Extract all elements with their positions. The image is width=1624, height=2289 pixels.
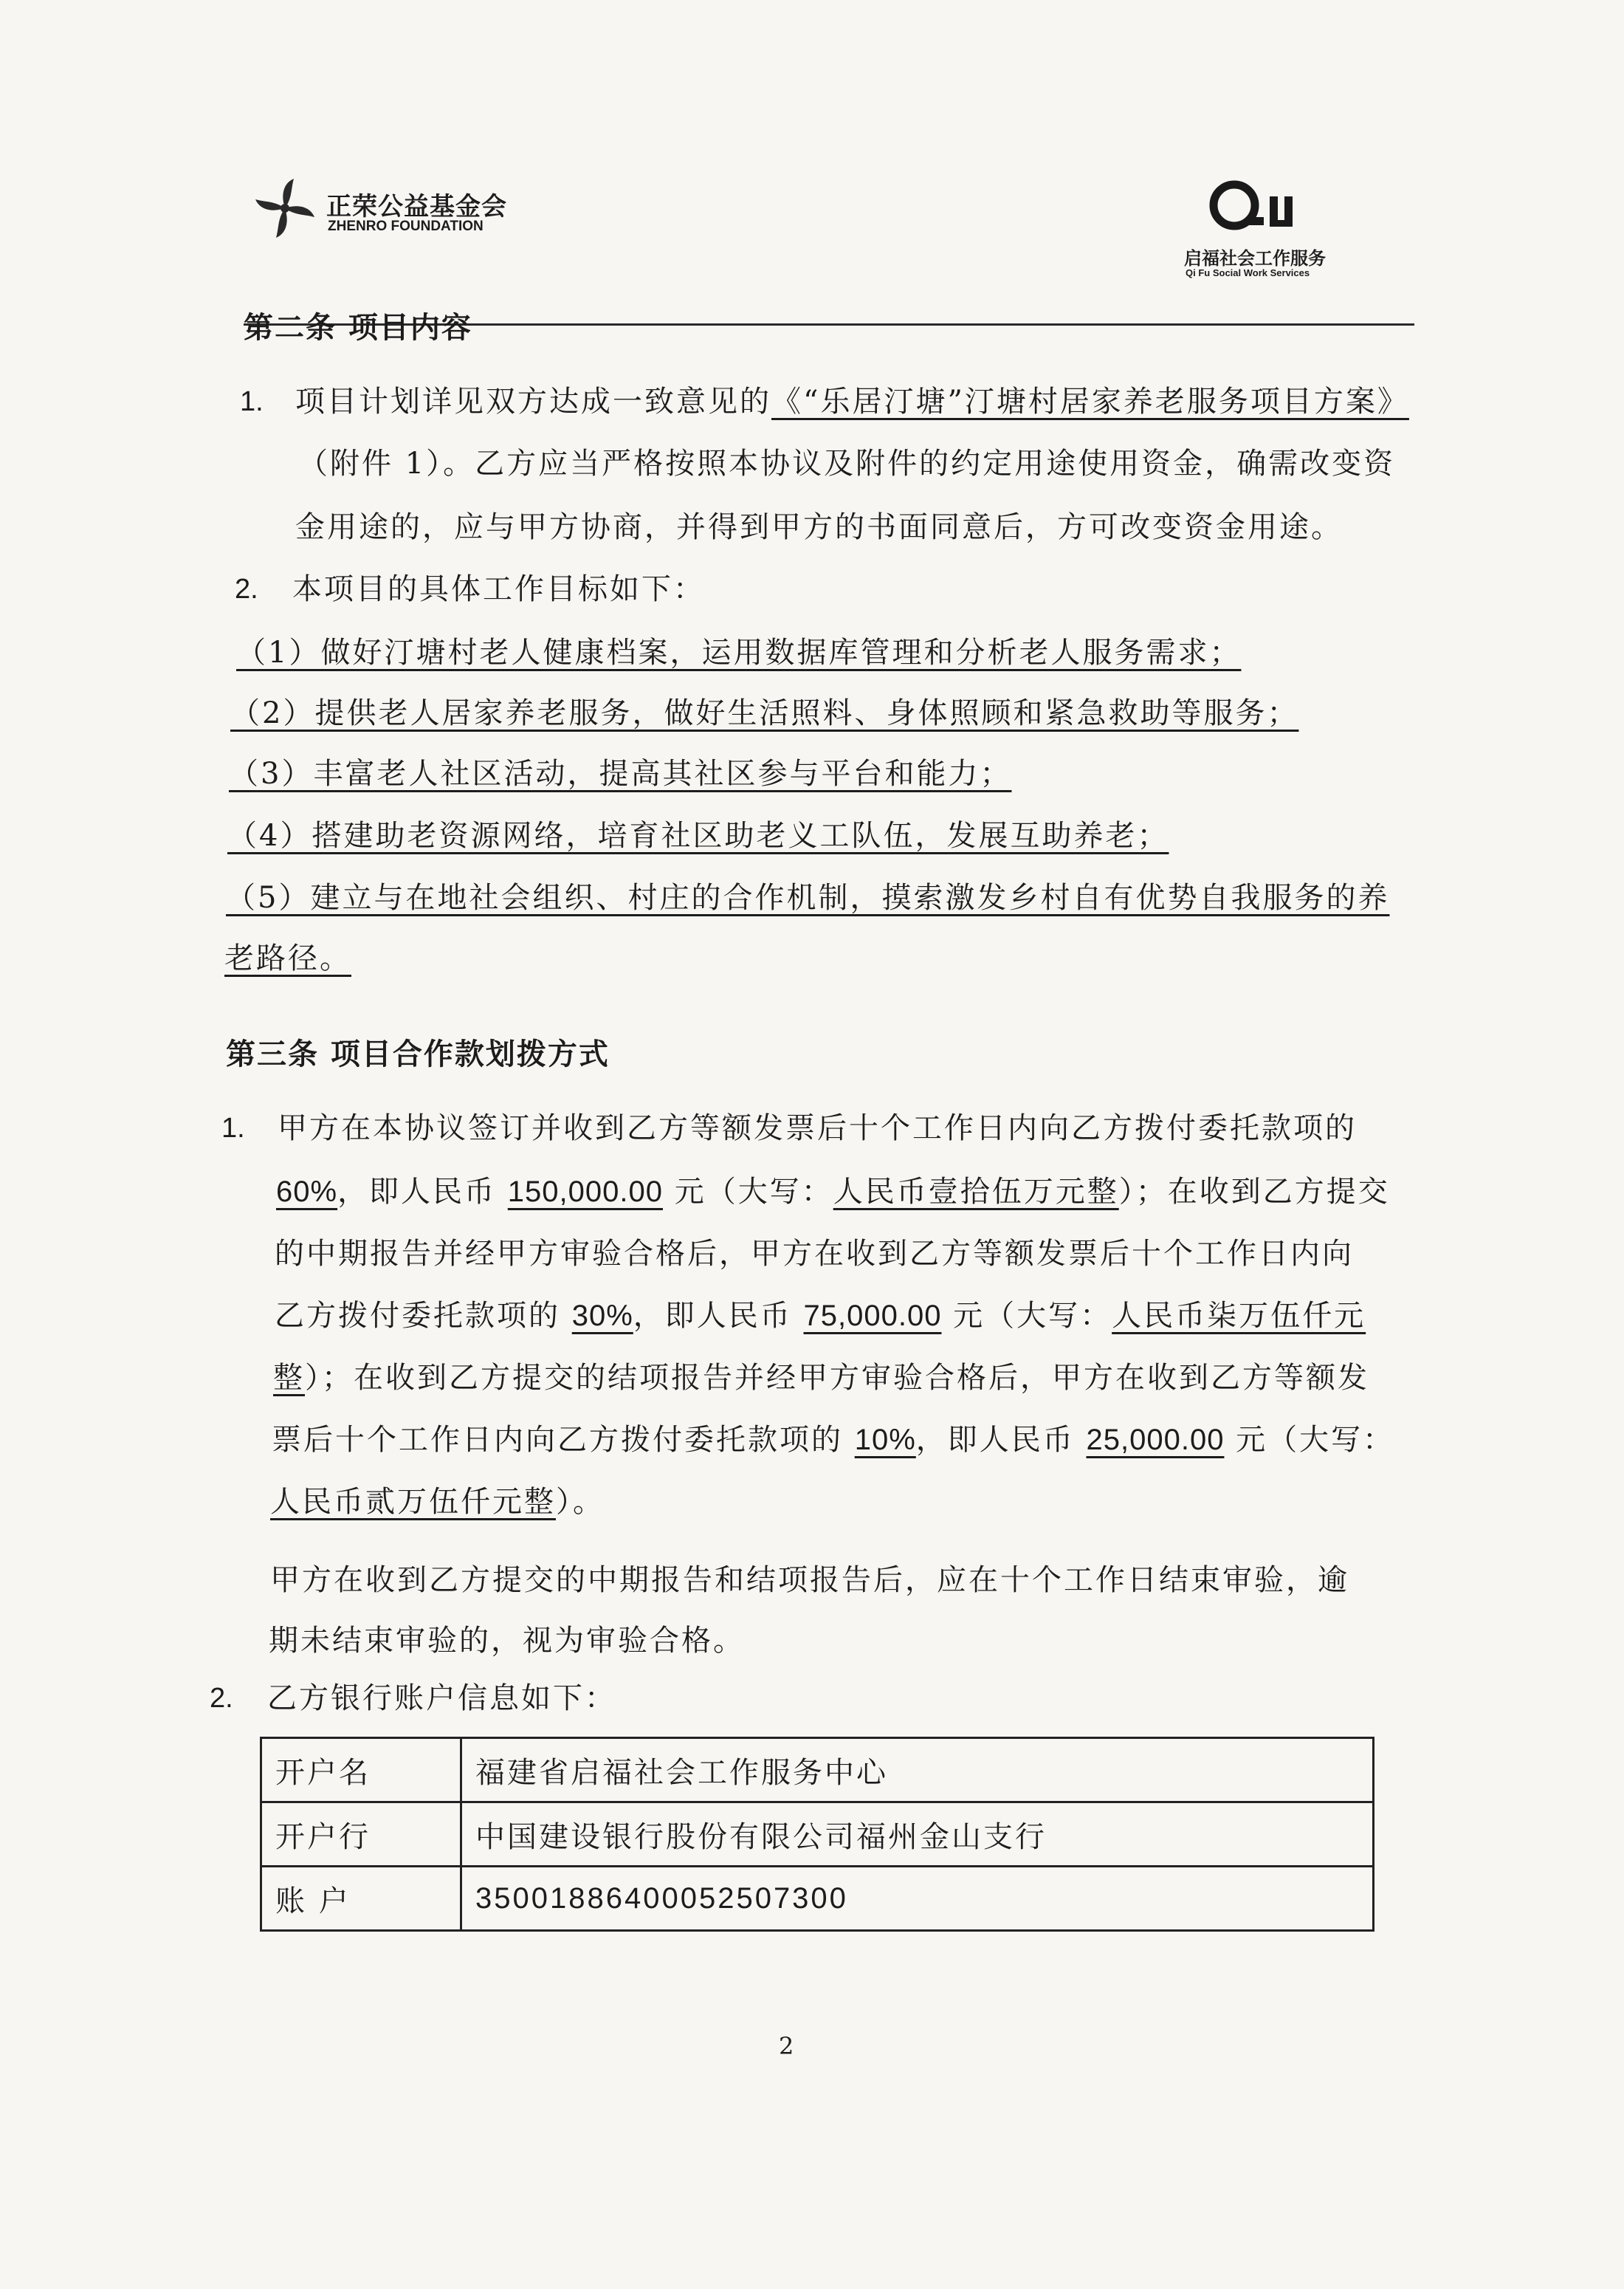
project-plan-title: 《“乐居汀塘”汀塘村居家养老服务项目方案》	[771, 385, 1409, 419]
first-payment-percent: 60%	[276, 1176, 338, 1208]
goal-item-2: （2）提供老人居家养老服务，做好生活照料、身体照顾和紧急救助等服务；	[230, 696, 1299, 730]
article2-item1-line1	[295, 382, 1409, 421]
article3-item1-line4	[275, 1297, 1366, 1335]
first-payment-amount: 150,000.00	[507, 1176, 663, 1208]
header	[0, 0, 1624, 340]
second-payment-amount: 75,000.00	[803, 1300, 942, 1332]
zhenro-pinwheel-icon	[251, 174, 319, 242]
third-payment-text-c: 元（大写：	[1224, 1423, 1395, 1457]
second-payment-percent: 30%	[571, 1300, 633, 1332]
article3-item1-line2	[276, 1173, 1390, 1211]
goal-item-5-continuation: 老路径。	[224, 941, 351, 975]
first-payment-text-c: ）；在收到乙方提交	[1118, 1175, 1390, 1209]
article2-item2-number: 2.	[235, 574, 258, 605]
zhenro-name-cn: 正荣公益基金会	[326, 193, 507, 221]
article2-item1-number: 1.	[240, 386, 264, 417]
second-payment-text-b: ，即人民币	[633, 1299, 804, 1333]
article3-item1-para2-line2: 期未结束审验的，视为审验合格。	[269, 1624, 745, 1658]
qifu-name-en: Qi Fu Social Work Services	[1186, 267, 1310, 278]
goal-item-3: （3）丰富老人社区活动，提高其社区参与平台和能力；	[229, 757, 1012, 791]
account-number-label: 账 户	[261, 1867, 461, 1931]
second-payment-capital-part1: 人民币柒万伍仟元	[1112, 1299, 1366, 1333]
third-payment-text-a: 票后十个工作日内向乙方拨付委托款项的	[272, 1423, 855, 1457]
third-payment-text-end: ）。	[556, 1485, 605, 1519]
article3-item1-number: 1.	[221, 1113, 245, 1144]
bank-branch-value: 中国建设银行股份有限公司福州金山支行	[461, 1802, 1374, 1867]
second-payment-text-a: 乙方拨付委托款项的	[275, 1299, 572, 1333]
table-row	[261, 1867, 1374, 1931]
goal-item-5: （5）建立与在地社会组织、村庄的合作机制，摸索激发乡村自有优势自我服务的养	[226, 881, 1390, 915]
first-payment-text-a: ，即人民币	[337, 1175, 508, 1209]
article3-item1-line5	[273, 1359, 1369, 1397]
goal-item-4: （4）搭建助老资源网络，培育社区助老义工队伍，发展互助养老；	[227, 819, 1169, 853]
article3-item1-line1: 甲方在本协议签订并收到乙方等额发票后十个工作日内向乙方拨付委托款项的	[278, 1111, 1357, 1145]
first-payment-text-b: 元（大写：	[662, 1175, 833, 1209]
zhenro-name-en: ZHENRO FOUNDATION	[328, 219, 484, 234]
second-payment-text-c: 元（大写：	[941, 1299, 1112, 1333]
article3-item2-number: 2.	[210, 1683, 233, 1714]
qifu-logo	[1174, 177, 1343, 295]
article3-heading: 第三条 项目合作款划拨方式	[226, 1037, 610, 1071]
article3-item2-intro: 乙方银行账户信息如下：	[267, 1681, 616, 1715]
second-payment-capital-part2: 整	[273, 1361, 305, 1395]
page-number: 2	[779, 2032, 794, 2060]
article3-item1-line3: 的中期报告并经甲方审验合格后，甲方在收到乙方等额发票后十个工作日内向	[275, 1237, 1354, 1271]
third-payment-capital: 人民币贰万伍仟元整	[270, 1485, 556, 1519]
article2-heading: 第二条 项目内容	[244, 310, 472, 345]
article3-item1-line6	[272, 1421, 1394, 1459]
third-payment-amount: 25,000.00	[1086, 1424, 1225, 1456]
article3-item1-line7	[270, 1483, 605, 1521]
article2-item1-line3: 金用途的，应与甲方协商，并得到甲方的书面同意后，方可改变资金用途。	[295, 510, 1343, 544]
qifu-mark-icon	[1208, 177, 1304, 236]
bank-account-table	[260, 1737, 1374, 1932]
account-name-value: 福建省启福社会工作服务中心	[461, 1738, 1374, 1802]
qifu-name-cn: 启福社会工作服务	[1184, 249, 1326, 269]
account-number-value: 35001886400052507300	[461, 1867, 1374, 1931]
table-row	[261, 1738, 1374, 1802]
goal-item-1: （1）做好汀塘村老人健康档案，运用数据库管理和分析老人服务需求；	[236, 636, 1242, 670]
article3-item1-line5-text: ）；在收到乙方提交的结项报告并经甲方审验合格后，甲方在收到乙方等额发	[305, 1361, 1369, 1395]
first-payment-capital: 人民币壹拾伍万元整	[833, 1175, 1119, 1209]
third-payment-percent: 10%	[854, 1424, 916, 1456]
table-row	[261, 1802, 1374, 1867]
third-payment-text-b: ，即人民币	[915, 1423, 1087, 1457]
account-name-label: 开户名	[261, 1738, 461, 1802]
zhenro-foundation-logo	[251, 174, 517, 248]
article2-item1-line2: （附件 1）。乙方应当严格按照本协议及附件的约定用途使用资金，确需改变资	[298, 447, 1396, 481]
article2-item2-intro: 本项目的具体工作目标如下：	[292, 572, 705, 606]
bank-branch-label: 开户行	[261, 1802, 461, 1867]
article2-item1-line1-prefix: 项目计划详见双方达成一致意见的	[295, 385, 771, 419]
article3-item1-para2-line1: 甲方在收到乙方提交的中期报告和结项报告后，应在十个工作日结束审验，逾	[270, 1563, 1349, 1597]
